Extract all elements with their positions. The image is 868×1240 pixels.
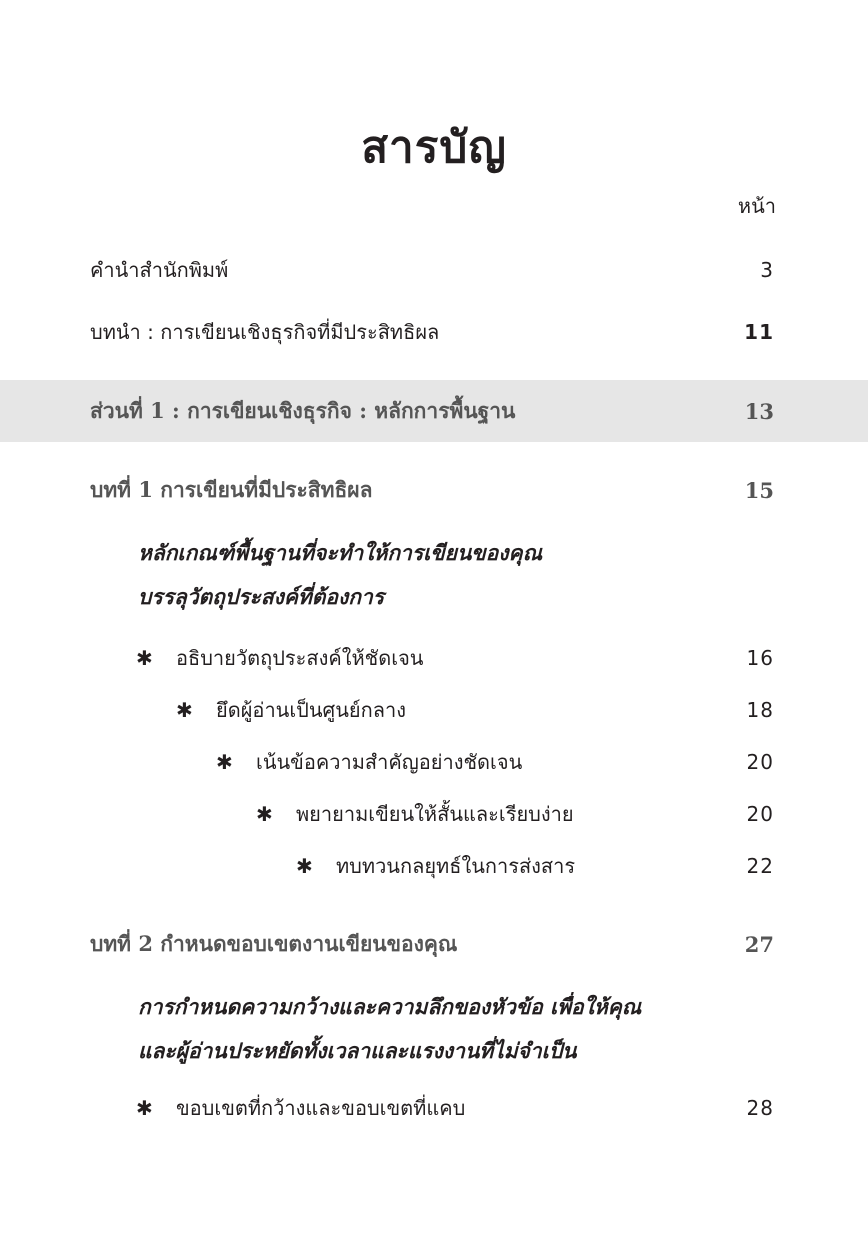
page-column-label: หน้า xyxy=(737,194,776,218)
toc-subentry[interactable] xyxy=(0,846,868,886)
toc-entry-page: 3 xyxy=(760,258,774,282)
toc-entry-intro[interactable] xyxy=(0,312,868,352)
description-line: การกำหนดความกว้างและความลึกของหัวข้อ เพื่อให้คุณ xyxy=(138,994,642,1019)
toc-entry-chapter1[interactable] xyxy=(0,470,868,510)
chapter2-description xyxy=(138,985,641,1073)
toc-entry-page: 28 xyxy=(746,1096,774,1120)
toc-entry-label: เน้นข้อความสำคัญอย่างชัดเจน xyxy=(256,750,523,774)
toc-entry-label: ยึดผู้อ่านเป็นศูนย์กลาง xyxy=(216,698,406,722)
description-line: และผู้อ่านประหยัดทั้งเวลาและแรงงานที่ไม่จำเป็น xyxy=(138,1038,577,1063)
description-line: บรรลุวัตถุประสงค์ที่ต้องการ xyxy=(138,584,385,609)
asterisk-bullet-icon: ✱ xyxy=(216,750,233,774)
toc-entry-label: ขอบเขตที่กว้างและขอบเขตที่แคบ xyxy=(176,1096,466,1120)
toc-entry-label: บทนำ : การเขียนเชิงธุรกิจที่มีประสิทธิผล xyxy=(90,320,440,344)
toc-entry-label: ทบทวนกลยุทธ์ในการส่งสาร xyxy=(336,854,576,878)
asterisk-bullet-icon: ✱ xyxy=(296,854,313,878)
toc-entry-label: พยายามเขียนให้สั้นและเรียบง่าย xyxy=(296,802,574,826)
toc-entry-page: 20 xyxy=(746,802,774,826)
toc-entry-label: อธิบายวัตถุประสงค์ให้ชัดเจน xyxy=(176,646,424,670)
toc-subentry[interactable] xyxy=(0,1088,868,1128)
toc-entry-label: บทที่ 1 การเขียนที่มีประสิทธิผล xyxy=(90,476,373,502)
toc-entry-page: 22 xyxy=(746,854,774,878)
toc-entry-chapter2[interactable] xyxy=(0,924,868,964)
page-title: สารบัญ xyxy=(361,122,507,173)
toc-subentry[interactable] xyxy=(0,690,868,730)
toc-entry-page: 18 xyxy=(746,698,774,722)
asterisk-bullet-icon: ✱ xyxy=(256,802,273,826)
toc-subentry[interactable] xyxy=(0,638,868,678)
toc-subentry[interactable] xyxy=(0,742,868,782)
toc-entry-page: 15 xyxy=(744,477,774,503)
description-line: หลักเกณฑ์พื้นฐานที่จะทำให้การเขียนของคุณ xyxy=(138,540,543,565)
toc-entry-page: 13 xyxy=(744,398,774,424)
toc-subentry[interactable] xyxy=(0,794,868,834)
toc-entry-page: 11 xyxy=(744,320,774,344)
asterisk-bullet-icon: ✱ xyxy=(136,1096,153,1120)
toc-entry-preface[interactable] xyxy=(0,250,868,290)
asterisk-bullet-icon: ✱ xyxy=(176,698,193,722)
toc-entry-label: บทที่ 2 กำหนดขอบเขตงานเขียนของคุณ xyxy=(90,930,458,956)
toc-entry-page: 27 xyxy=(744,931,774,957)
toc-entry-page: 16 xyxy=(746,646,774,670)
toc-entry-part1[interactable] xyxy=(0,391,868,431)
toc-entry-page: 20 xyxy=(746,750,774,774)
chapter1-description xyxy=(138,531,542,619)
toc-entry-label: ส่วนที่ 1 : การเขียนเชิงธุรกิจ : หลักการพื้นฐาน xyxy=(90,397,516,423)
toc-entry-label: คำนำสำนักพิมพ์ xyxy=(90,258,229,282)
asterisk-bullet-icon: ✱ xyxy=(136,646,153,670)
